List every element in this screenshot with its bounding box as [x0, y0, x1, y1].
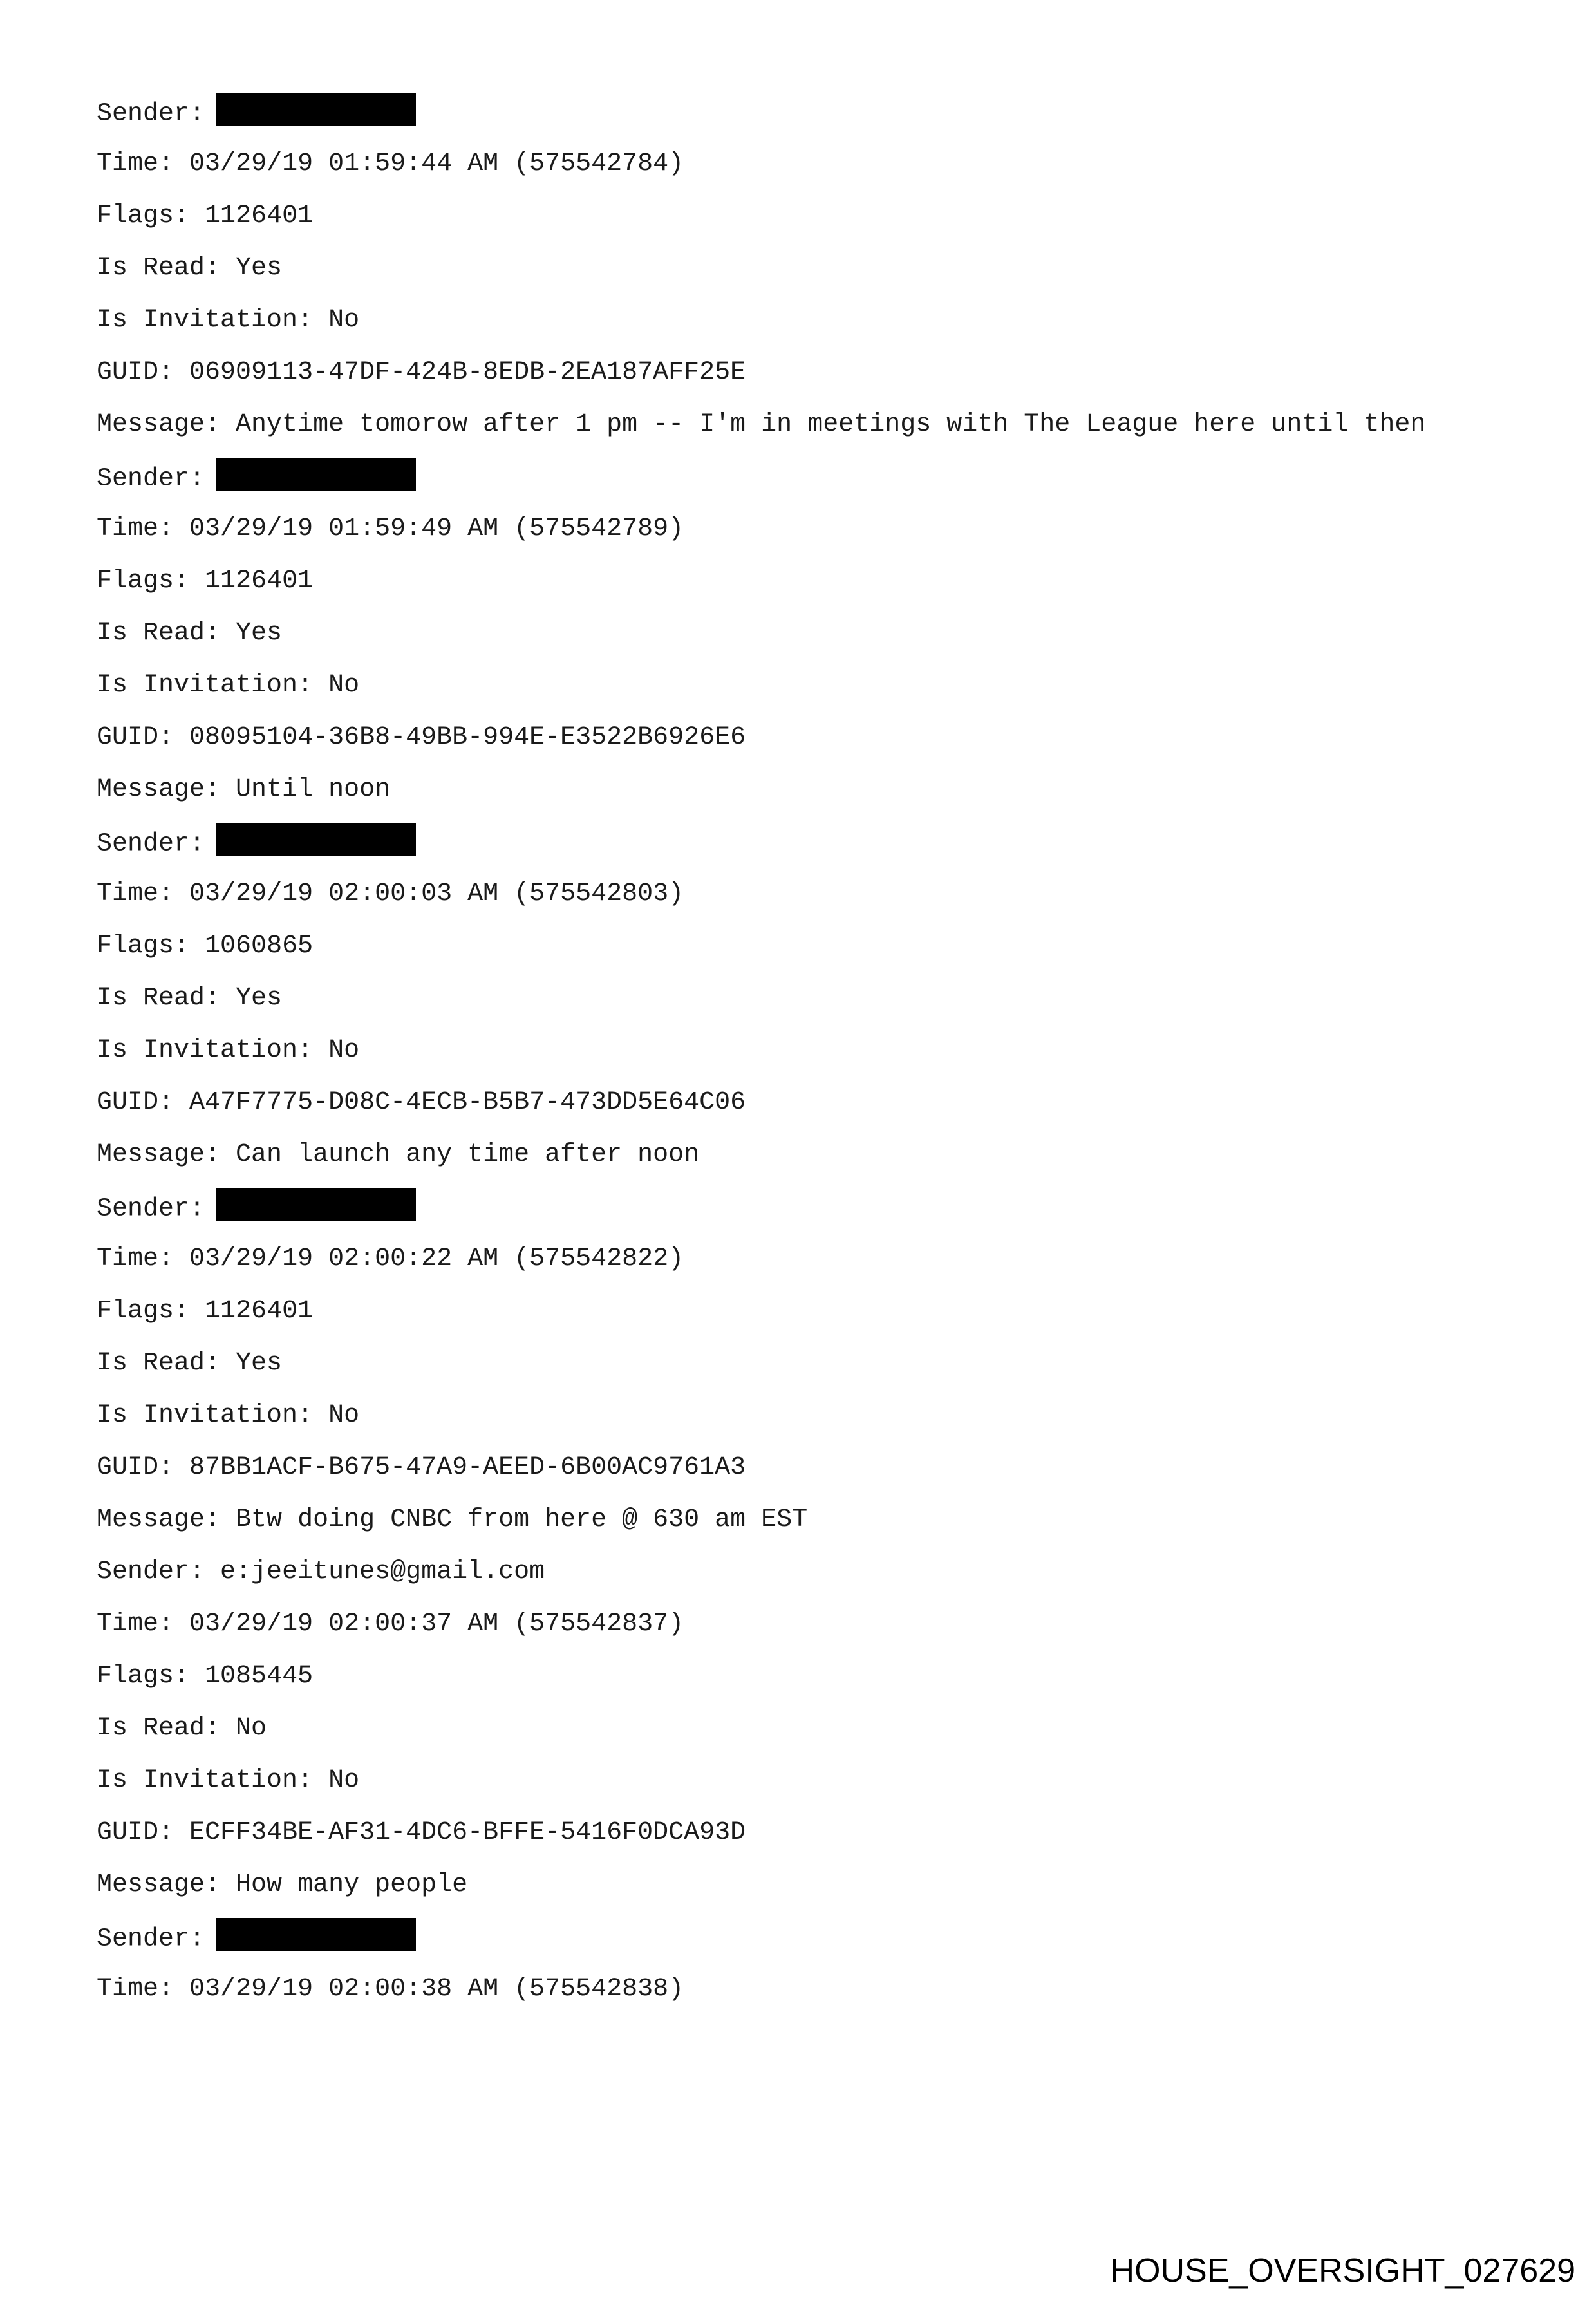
message-line — [97, 775, 1545, 805]
is-read-value: Yes — [236, 619, 283, 648]
redaction-box — [216, 93, 416, 126]
is-read-label: Is Read: — [97, 619, 221, 648]
flags-value: 1126401 — [205, 202, 314, 230]
guid-line — [97, 1818, 1545, 1848]
flags-label: Flags: — [97, 567, 190, 596]
message-record — [97, 1922, 1545, 2005]
message-record — [97, 827, 1545, 1170]
message-label: Message: — [97, 775, 221, 804]
is-read-line — [97, 1713, 1545, 1744]
time-label: Time: — [97, 1245, 174, 1274]
sender-line — [97, 97, 1545, 127]
time-value: 03/29/19 02:00:22 AM (575542822) — [189, 1245, 684, 1274]
guid-label: GUID: — [97, 1453, 174, 1482]
is-read-line — [97, 253, 1545, 284]
message-value: How many people — [236, 1870, 468, 1899]
is-read-label: Is Read: — [97, 1349, 221, 1378]
flags-value: 1126401 — [205, 1297, 314, 1326]
bates-number: HOUSE_OVERSIGHT_027629 — [1110, 2252, 1575, 2289]
is-read-label: Is Read: — [97, 254, 221, 283]
message-record — [97, 1192, 1545, 1536]
guid-label: GUID: — [97, 1818, 174, 1847]
sender-line — [97, 1192, 1545, 1223]
is-read-label: Is Read: — [97, 984, 221, 1013]
sender-label: Sender: — [97, 1194, 205, 1224]
is-invitation-label: Is Invitation: — [97, 306, 314, 335]
is-invitation-label: Is Invitation: — [97, 1401, 314, 1430]
guid-label: GUID: — [97, 358, 174, 387]
is-invitation-label: Is Invitation: — [97, 1766, 314, 1795]
guid-value: 08095104-36B8-49BB-994E-E3522B6926E6 — [189, 723, 746, 752]
is-read-label: Is Read: — [97, 1714, 221, 1743]
guid-line — [97, 722, 1545, 753]
sender-line — [97, 462, 1545, 493]
flags-label: Flags: — [97, 1297, 190, 1326]
time-line — [97, 1974, 1545, 2005]
is-read-line — [97, 983, 1545, 1014]
message-record — [97, 462, 1545, 805]
flags-line — [97, 1296, 1545, 1327]
message-label: Message: — [97, 1140, 221, 1169]
time-value: 03/29/19 02:00:03 AM (575542803) — [189, 879, 684, 908]
flags-label: Flags: — [97, 1662, 190, 1691]
guid-label: GUID: — [97, 1088, 174, 1117]
sender-line — [97, 1557, 1545, 1588]
is-invitation-value: No — [328, 1036, 360, 1065]
time-label: Time: — [97, 1975, 174, 2004]
is-read-line — [97, 618, 1545, 649]
is-invitation-value: No — [328, 306, 360, 335]
time-value: 03/29/19 01:59:49 AM (575542789) — [189, 514, 684, 543]
redaction-box — [216, 823, 416, 856]
sender-value: e:jeeitunes@gmail.com — [220, 1557, 545, 1586]
flags-value: 1060865 — [205, 932, 314, 961]
time-line — [97, 879, 1545, 910]
guid-value: 06909113-47DF-424B-8EDB-2EA187AFF25E — [189, 358, 746, 387]
is-read-value: No — [236, 1714, 267, 1743]
guid-value: ECFF34BE-AF31-4DC6-BFFE-5416F0DCA93D — [189, 1818, 746, 1847]
message-label: Message: — [97, 410, 221, 439]
is-invitation-line — [97, 1400, 1545, 1431]
message-records — [97, 97, 1545, 2026]
flags-value: 1126401 — [205, 567, 314, 596]
guid-value: A47F7775-D08C-4ECB-B5B7-473DD5E64C06 — [189, 1088, 746, 1117]
redaction-box — [216, 1188, 416, 1221]
is-invitation-line — [97, 305, 1545, 336]
flags-line — [97, 201, 1545, 232]
sender-line — [97, 1922, 1545, 1953]
guid-line — [97, 1452, 1545, 1483]
message-value: Anytime tomorow after 1 pm -- I'm in meetings with The League here until then — [236, 410, 1426, 439]
is-invitation-line — [97, 1035, 1545, 1066]
time-line — [97, 1244, 1545, 1275]
message-label: Message: — [97, 1870, 221, 1899]
message-line — [97, 1505, 1545, 1536]
flags-line — [97, 566, 1545, 597]
time-line — [97, 514, 1545, 545]
message-line — [97, 1140, 1545, 1170]
redaction-box — [216, 1918, 416, 1951]
message-line — [97, 1870, 1545, 1901]
time-label: Time: — [97, 514, 174, 543]
message-value: Until noon — [236, 775, 391, 804]
is-read-line — [97, 1348, 1545, 1379]
is-invitation-line — [97, 1765, 1545, 1796]
sender-label: Sender: — [97, 1924, 205, 1954]
time-label: Time: — [97, 1610, 174, 1639]
message-record — [97, 1557, 1545, 1901]
time-value: 03/29/19 01:59:44 AM (575542784) — [189, 149, 684, 178]
flags-value: 1085445 — [205, 1662, 314, 1691]
time-label: Time: — [97, 879, 174, 908]
time-value: 03/29/19 02:00:37 AM (575542837) — [189, 1610, 684, 1639]
flags-label: Flags: — [97, 202, 190, 230]
redaction-box — [216, 458, 416, 491]
time-value: 03/29/19 02:00:38 AM (575542838) — [189, 1975, 684, 2004]
time-line — [97, 1609, 1545, 1640]
is-read-value: Yes — [236, 254, 283, 283]
is-invitation-value: No — [328, 1766, 360, 1795]
time-label: Time: — [97, 149, 174, 178]
message-record — [97, 97, 1545, 440]
message-line — [97, 409, 1545, 440]
flags-line — [97, 931, 1545, 962]
sender-label: Sender: — [97, 1557, 205, 1586]
flags-line — [97, 1661, 1545, 1692]
is-invitation-value: No — [328, 671, 360, 700]
guid-value: 87BB1ACF-B675-47A9-AEED-6B00AC9761A3 — [189, 1453, 746, 1482]
sender-line — [97, 827, 1545, 858]
message-value: Can launch any time after noon — [236, 1140, 700, 1169]
message-value: Btw doing CNBC from here @ 630 am EST — [236, 1505, 808, 1534]
is-invitation-label: Is Invitation: — [97, 1036, 314, 1065]
time-line — [97, 149, 1545, 180]
is-invitation-value: No — [328, 1401, 360, 1430]
guid-line — [97, 357, 1545, 388]
is-invitation-line — [97, 670, 1545, 701]
is-read-value: Yes — [236, 984, 283, 1013]
sender-label: Sender: — [97, 99, 205, 129]
sender-label: Sender: — [97, 464, 205, 494]
is-invitation-label: Is Invitation: — [97, 671, 314, 700]
message-label: Message: — [97, 1505, 221, 1534]
is-read-value: Yes — [236, 1349, 283, 1378]
guid-label: GUID: — [97, 723, 174, 752]
guid-line — [97, 1087, 1545, 1118]
flags-label: Flags: — [97, 932, 190, 961]
sender-label: Sender: — [97, 829, 205, 859]
